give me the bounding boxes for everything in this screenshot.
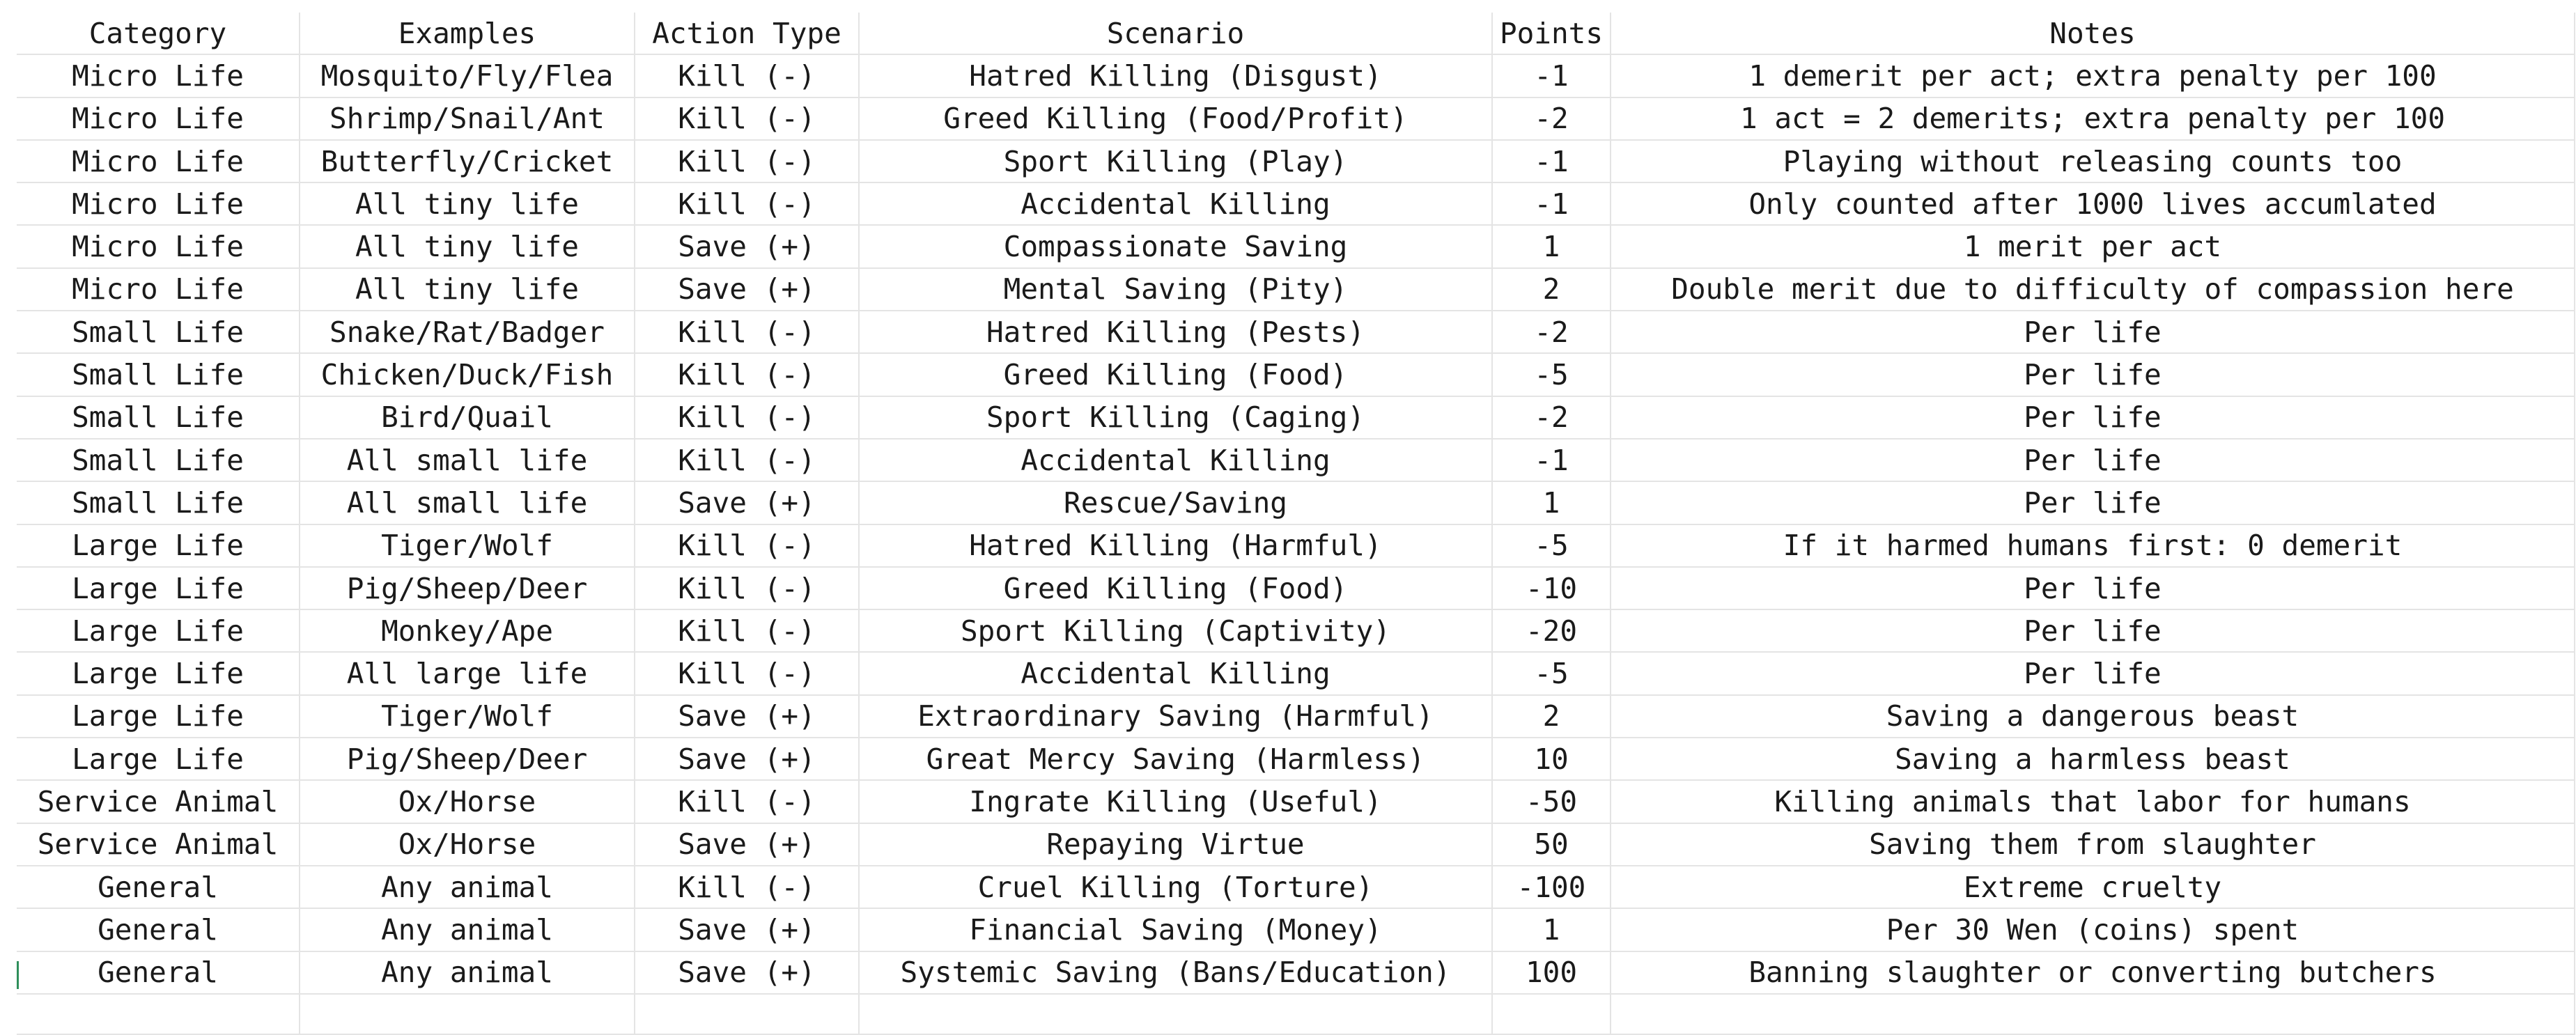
- cell-examples[interactable]: Mosquito/Fly/Flea: [300, 54, 635, 97]
- cell-notes[interactable]: Extreme cruelty: [1611, 866, 2575, 908]
- cell-category[interactable]: Micro Life: [17, 268, 300, 311]
- cell-scenario[interactable]: Greed Killing (Food): [859, 353, 1492, 396]
- table-row: [17, 908, 2575, 951]
- cell-category[interactable]: Small Life: [17, 439, 300, 481]
- cell-points[interactable]: 1: [1492, 908, 1611, 951]
- table-row: [17, 225, 2575, 267]
- cell-notes[interactable]: Playing without releasing counts too: [1611, 140, 2575, 182]
- table-row: [17, 567, 2575, 609]
- cell-category[interactable]: Large Life: [17, 524, 300, 567]
- merit-demerit-table: [17, 13, 2575, 1035]
- cell-scenario[interactable]: Sport Killing (Captivity): [859, 609, 1492, 652]
- cell-notes[interactable]: 1 merit per act: [1611, 225, 2575, 267]
- cell-notes[interactable]: Saving a dangerous beast: [1611, 695, 2575, 738]
- table-row: [17, 823, 2575, 866]
- cell-scenario[interactable]: Sport Killing (Caging): [859, 396, 1492, 439]
- cell-scenario[interactable]: Extraordinary Saving (Harmful): [859, 695, 1492, 738]
- cell-notes[interactable]: Per life: [1611, 652, 2575, 694]
- cell-scenario[interactable]: Repaying Virtue: [859, 823, 1492, 866]
- cell-action-type[interactable]: Kill (-): [635, 98, 859, 140]
- cell-action-type[interactable]: Kill (-): [635, 567, 859, 609]
- cell-scenario[interactable]: Hatred Killing (Harmful): [859, 524, 1492, 567]
- cell-notes[interactable]: Banning slaughter or converting butchers: [1611, 951, 2575, 994]
- cell-category[interactable]: Micro Life: [17, 98, 300, 140]
- table-row: [17, 780, 2575, 823]
- sheet-edge-marker: [17, 961, 19, 989]
- cell-points[interactable]: -10: [1492, 567, 1611, 609]
- cell-points[interactable]: -20: [1492, 609, 1611, 652]
- cell-category[interactable]: Micro Life: [17, 140, 300, 182]
- cell-points[interactable]: -100: [1492, 866, 1611, 908]
- cell-action-type[interactable]: Kill (-): [635, 439, 859, 481]
- cell-scenario[interactable]: Compassionate Saving: [859, 225, 1492, 267]
- table-row: [17, 481, 2575, 524]
- empty-cell[interactable]: [859, 994, 1492, 1034]
- cell-scenario[interactable]: Accidental Killing: [859, 439, 1492, 481]
- cell-category[interactable]: General: [17, 908, 300, 951]
- table-row: [17, 54, 2575, 97]
- header-cell-category[interactable]: Category: [17, 13, 300, 54]
- cell-action-type[interactable]: Save (+): [635, 908, 859, 951]
- cell-points[interactable]: 100: [1492, 951, 1611, 994]
- table-row: [17, 396, 2575, 439]
- cell-examples[interactable]: Shrimp/Snail/Ant: [300, 98, 635, 140]
- table-row: [17, 524, 2575, 567]
- cell-category[interactable]: General: [17, 951, 300, 994]
- cell-category[interactable]: Large Life: [17, 738, 300, 780]
- cell-examples[interactable]: Monkey/Ape: [300, 609, 635, 652]
- cell-action-type[interactable]: Save (+): [635, 951, 859, 994]
- cell-scenario[interactable]: Great Mercy Saving (Harmless): [859, 738, 1492, 780]
- cell-notes[interactable]: 1 demerit per act; extra penalty per 100: [1611, 54, 2575, 97]
- cell-action-type[interactable]: Kill (-): [635, 353, 859, 396]
- table-row: [17, 951, 2575, 994]
- cell-points[interactable]: -1: [1492, 54, 1611, 97]
- empty-cell[interactable]: [17, 994, 300, 1034]
- cell-points[interactable]: -1: [1492, 140, 1611, 182]
- cell-points[interactable]: -2: [1492, 396, 1611, 439]
- table-row: [17, 311, 2575, 353]
- cell-examples[interactable]: Chicken/Duck/Fish: [300, 353, 635, 396]
- cell-notes[interactable]: Per life: [1611, 609, 2575, 652]
- cell-examples[interactable]: Pig/Sheep/Deer: [300, 738, 635, 780]
- cell-notes[interactable]: Per life: [1611, 353, 2575, 396]
- cell-points[interactable]: 2: [1492, 268, 1611, 311]
- cell-notes[interactable]: Per life: [1611, 396, 2575, 439]
- cell-action-type[interactable]: Kill (-): [635, 524, 859, 567]
- cell-category[interactable]: Small Life: [17, 396, 300, 439]
- cell-scenario[interactable]: Hatred Killing (Pests): [859, 311, 1492, 353]
- cell-category[interactable]: Small Life: [17, 311, 300, 353]
- cell-category[interactable]: Small Life: [17, 481, 300, 524]
- cell-category[interactable]: Micro Life: [17, 182, 300, 225]
- cell-notes[interactable]: Saving a harmless beast: [1611, 738, 2575, 780]
- cell-examples[interactable]: Bird/Quail: [300, 396, 635, 439]
- cell-notes[interactable]: Only counted after 1000 lives accumlated: [1611, 182, 2575, 225]
- cell-points[interactable]: -2: [1492, 98, 1611, 140]
- cell-examples[interactable]: All tiny life: [300, 182, 635, 225]
- header-cell-points[interactable]: Points: [1492, 13, 1611, 54]
- cell-notes[interactable]: Per 30 Wen (coins) spent: [1611, 908, 2575, 951]
- cell-examples[interactable]: Ox/Horse: [300, 823, 635, 866]
- cell-notes[interactable]: If it harmed humans first: 0 demerit: [1611, 524, 2575, 567]
- cell-examples[interactable]: Any animal: [300, 951, 635, 994]
- cell-action-type[interactable]: Kill (-): [635, 866, 859, 908]
- cell-examples[interactable]: All tiny life: [300, 225, 635, 267]
- table-body: [17, 54, 2575, 1034]
- cell-scenario[interactable]: Rescue/Saving: [859, 481, 1492, 524]
- cell-examples[interactable]: Butterfly/Cricket: [300, 140, 635, 182]
- empty-cell[interactable]: [1492, 994, 1611, 1034]
- cell-examples[interactable]: Snake/Rat/Badger: [300, 311, 635, 353]
- cell-category[interactable]: Service Animal: [17, 780, 300, 823]
- cell-scenario[interactable]: Cruel Killing (Torture): [859, 866, 1492, 908]
- cell-notes[interactable]: Saving them from slaughter: [1611, 823, 2575, 866]
- cell-action-type[interactable]: Save (+): [635, 481, 859, 524]
- cell-notes[interactable]: Per life: [1611, 311, 2575, 353]
- cell-action-type[interactable]: Save (+): [635, 225, 859, 267]
- cell-scenario[interactable]: Hatred Killing (Disgust): [859, 54, 1492, 97]
- cell-scenario[interactable]: Accidental Killing: [859, 652, 1492, 694]
- cell-points[interactable]: -1: [1492, 439, 1611, 481]
- cell-action-type[interactable]: Kill (-): [635, 54, 859, 97]
- cell-category[interactable]: General: [17, 866, 300, 908]
- cell-points[interactable]: 1: [1492, 225, 1611, 267]
- cell-examples[interactable]: Pig/Sheep/Deer: [300, 567, 635, 609]
- cell-category[interactable]: Micro Life: [17, 225, 300, 267]
- table-row: [17, 268, 2575, 311]
- cell-action-type[interactable]: Save (+): [635, 738, 859, 780]
- cell-points[interactable]: -5: [1492, 652, 1611, 694]
- cell-points[interactable]: -5: [1492, 353, 1611, 396]
- table-row: [17, 182, 2575, 225]
- cell-points[interactable]: -1: [1492, 182, 1611, 225]
- cell-examples[interactable]: Ox/Horse: [300, 780, 635, 823]
- cell-notes[interactable]: 1 act = 2 demerits; extra penalty per 100: [1611, 98, 2575, 140]
- cell-action-type[interactable]: Save (+): [635, 695, 859, 738]
- cell-action-type[interactable]: Kill (-): [635, 182, 859, 225]
- cell-notes[interactable]: Killing animals that labor for humans: [1611, 780, 2575, 823]
- cell-category[interactable]: Large Life: [17, 652, 300, 694]
- cell-points[interactable]: 50: [1492, 823, 1611, 866]
- cell-category[interactable]: Small Life: [17, 353, 300, 396]
- cell-notes[interactable]: Per life: [1611, 439, 2575, 481]
- table-row: [17, 652, 2575, 694]
- header-cell-examples[interactable]: Examples: [300, 13, 635, 54]
- empty-cell[interactable]: [635, 994, 859, 1034]
- table-row: [17, 439, 2575, 481]
- cell-notes[interactable]: Per life: [1611, 567, 2575, 609]
- cell-points[interactable]: -50: [1492, 780, 1611, 823]
- header-cell-notes[interactable]: Notes: [1611, 13, 2575, 54]
- table-row: [17, 695, 2575, 738]
- cell-points[interactable]: -5: [1492, 524, 1611, 567]
- cell-points[interactable]: 1: [1492, 481, 1611, 524]
- cell-action-type[interactable]: Kill (-): [635, 609, 859, 652]
- cell-action-type[interactable]: Save (+): [635, 268, 859, 311]
- spreadsheet: [17, 13, 2575, 1035]
- cell-action-type[interactable]: Kill (-): [635, 780, 859, 823]
- cell-scenario[interactable]: Sport Killing (Play): [859, 140, 1492, 182]
- cell-examples[interactable]: Tiger/Wolf: [300, 524, 635, 567]
- cell-category[interactable]: Large Life: [17, 695, 300, 738]
- cell-category[interactable]: Large Life: [17, 609, 300, 652]
- cell-action-type[interactable]: Kill (-): [635, 311, 859, 353]
- cell-scenario[interactable]: Financial Saving (Money): [859, 908, 1492, 951]
- cell-examples[interactable]: All small life: [300, 481, 635, 524]
- empty-cell[interactable]: [300, 994, 635, 1034]
- cell-examples[interactable]: Any animal: [300, 908, 635, 951]
- cell-scenario[interactable]: Greed Killing (Food): [859, 567, 1492, 609]
- cell-action-type[interactable]: Kill (-): [635, 140, 859, 182]
- cell-category[interactable]: Micro Life: [17, 54, 300, 97]
- cell-scenario[interactable]: Mental Saving (Pity): [859, 268, 1492, 311]
- cell-examples[interactable]: Any animal: [300, 866, 635, 908]
- cell-examples[interactable]: Tiger/Wolf: [300, 695, 635, 738]
- cell-action-type[interactable]: Kill (-): [635, 396, 859, 439]
- header-row: [17, 13, 2575, 54]
- empty-cell[interactable]: [1611, 994, 2575, 1034]
- cell-action-type[interactable]: Kill (-): [635, 652, 859, 694]
- table-row: [17, 738, 2575, 780]
- cell-examples[interactable]: All small life: [300, 439, 635, 481]
- cell-action-type[interactable]: Save (+): [635, 823, 859, 866]
- cell-examples[interactable]: All large life: [300, 652, 635, 694]
- header-cell-scenario[interactable]: Scenario: [859, 13, 1492, 54]
- table-row: [17, 609, 2575, 652]
- cell-points[interactable]: -2: [1492, 311, 1611, 353]
- header-cell-action-type[interactable]: Action Type: [635, 13, 859, 54]
- cell-notes[interactable]: Per life: [1611, 481, 2575, 524]
- cell-scenario[interactable]: Systemic Saving (Bans/Education): [859, 951, 1492, 994]
- table-row: [17, 140, 2575, 182]
- cell-notes[interactable]: Double merit due to difficulty of compassion here: [1611, 268, 2575, 311]
- table-row: [17, 353, 2575, 396]
- cell-scenario[interactable]: Greed Killing (Food/Profit): [859, 98, 1492, 140]
- cell-points[interactable]: 2: [1492, 695, 1611, 738]
- cell-scenario[interactable]: Ingrate Killing (Useful): [859, 780, 1492, 823]
- empty-row: [17, 994, 2575, 1034]
- cell-scenario[interactable]: Accidental Killing: [859, 182, 1492, 225]
- cell-points[interactable]: 10: [1492, 738, 1611, 780]
- cell-category[interactable]: Service Animal: [17, 823, 300, 866]
- cell-examples[interactable]: All tiny life: [300, 268, 635, 311]
- table-row: [17, 98, 2575, 140]
- table-row: [17, 866, 2575, 908]
- cell-category[interactable]: Large Life: [17, 567, 300, 609]
